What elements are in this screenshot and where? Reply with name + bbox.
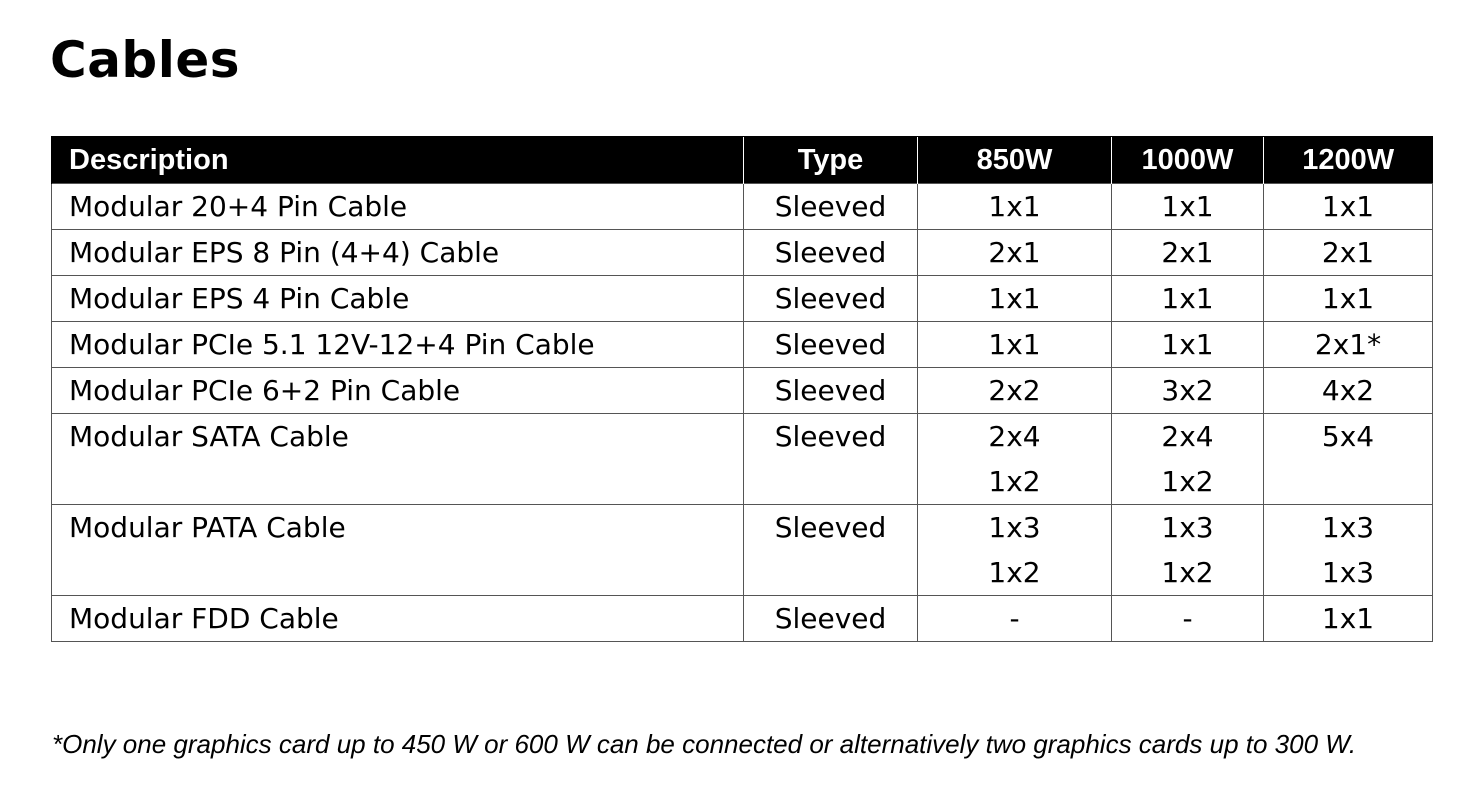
cell-description: Modular 20+4 Pin Cable <box>52 184 744 230</box>
cell-description: Modular EPS 4 Pin Cable <box>52 276 744 322</box>
table-header-row <box>52 137 1433 184</box>
cell-1200w: 1x3 1x3 <box>1264 505 1433 596</box>
cell-850w: 2x1 <box>918 230 1112 276</box>
cell-1000w: - <box>1112 596 1264 642</box>
cell-type: Sleeved <box>744 414 918 505</box>
table-row <box>52 230 1433 276</box>
cell-description: Modular PATA Cable <box>52 505 744 596</box>
cell-1000w: 1x1 <box>1112 184 1264 230</box>
column-header-850w: 850W <box>918 137 1112 184</box>
cell-1000w: 3x2 <box>1112 368 1264 414</box>
cell-1200w: 4x2 <box>1264 368 1433 414</box>
cell-850w: 1x1 <box>918 184 1112 230</box>
page-title: Cables <box>50 31 241 89</box>
cables-table <box>51 136 1433 642</box>
cell-1200w: 1x1 <box>1264 596 1433 642</box>
cell-1000w: 1x1 <box>1112 276 1264 322</box>
cell-description: Modular PCIe 6+2 Pin Cable <box>52 368 744 414</box>
cell-1000w: 1x3 1x2 <box>1112 505 1264 596</box>
table-row <box>52 414 1433 505</box>
table-row <box>52 596 1433 642</box>
table-row <box>52 322 1433 368</box>
column-header-type: Type <box>744 137 918 184</box>
cell-type: Sleeved <box>744 505 918 596</box>
cell-description: Modular EPS 8 Pin (4+4) Cable <box>52 230 744 276</box>
cell-850w: 1x3 1x2 <box>918 505 1112 596</box>
cell-850w: 1x1 <box>918 276 1112 322</box>
cell-850w: 1x1 <box>918 322 1112 368</box>
cell-1200w: 1x1 <box>1264 184 1433 230</box>
cell-1200w: 1x1 <box>1264 276 1433 322</box>
cell-type: Sleeved <box>744 276 918 322</box>
cell-type: Sleeved <box>744 322 918 368</box>
cell-description: Modular SATA Cable <box>52 414 744 505</box>
table-row <box>52 184 1433 230</box>
cell-1000w: 1x1 <box>1112 322 1264 368</box>
table-row <box>52 505 1433 596</box>
cell-type: Sleeved <box>744 368 918 414</box>
footnote: *Only one graphics card up to 450 W or 600 W can be connected or alternatively two graphics cards up to 300 W. <box>52 729 1357 759</box>
cell-850w: 2x4 1x2 <box>918 414 1112 505</box>
column-header-1000w: 1000W <box>1112 137 1264 184</box>
cell-description: Modular PCIe 5.1 12V-12+4 Pin Cable <box>52 322 744 368</box>
cell-1200w: 2x1 <box>1264 230 1433 276</box>
cell-1000w: 2x1 <box>1112 230 1264 276</box>
cell-850w: 2x2 <box>918 368 1112 414</box>
cell-850w: - <box>918 596 1112 642</box>
cell-description: Modular FDD Cable <box>52 596 744 642</box>
cell-1000w: 2x4 1x2 <box>1112 414 1264 505</box>
column-header-description: Description <box>52 137 744 184</box>
cell-type: Sleeved <box>744 184 918 230</box>
column-header-1200w: 1200W <box>1264 137 1433 184</box>
cell-type: Sleeved <box>744 596 918 642</box>
cell-type: Sleeved <box>744 230 918 276</box>
table-row <box>52 368 1433 414</box>
table-row <box>52 276 1433 322</box>
cell-1200w: 2x1* <box>1264 322 1433 368</box>
cell-1200w: 5x4 <box>1264 414 1433 505</box>
